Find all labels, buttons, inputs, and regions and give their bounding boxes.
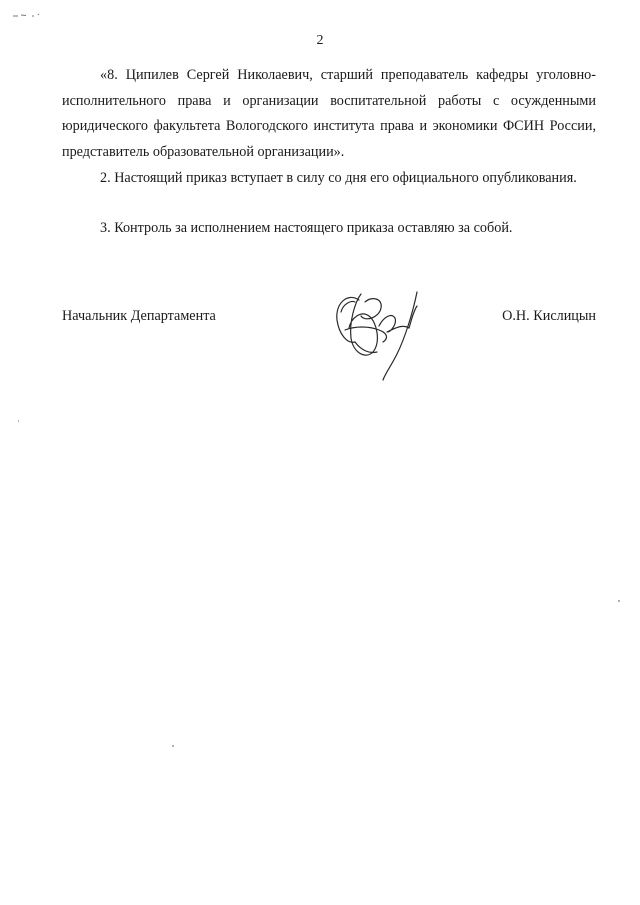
paragraph-control: 3. Контроль за исполнением настоящего приказа оставляю за собой. bbox=[100, 220, 513, 236]
scan-speck bbox=[172, 745, 174, 747]
signatory-title: Начальник Департамента bbox=[62, 308, 216, 324]
scan-speck bbox=[618, 600, 620, 602]
signatory-name: О.Н. Кислицын bbox=[502, 308, 596, 324]
paragraph-effective-date: 2. Настоящий приказ вступает в силу со дня его официального опубликования. bbox=[100, 170, 577, 186]
paragraph-item-8: «8. Ципилев Сергей Николаевич, старший преподаватель кафедры уголовно-исполнительного права и организации воспитательной работы с осужденными юридического факультета Вологодского института права и экономики ФСИН России, представитель образовательной организации». bbox=[62, 67, 596, 160]
handwritten-signature bbox=[325, 282, 435, 387]
scan-speck bbox=[18, 420, 19, 422]
page-number: 2 bbox=[316, 33, 324, 48]
scan-mark bbox=[12, 12, 42, 18]
